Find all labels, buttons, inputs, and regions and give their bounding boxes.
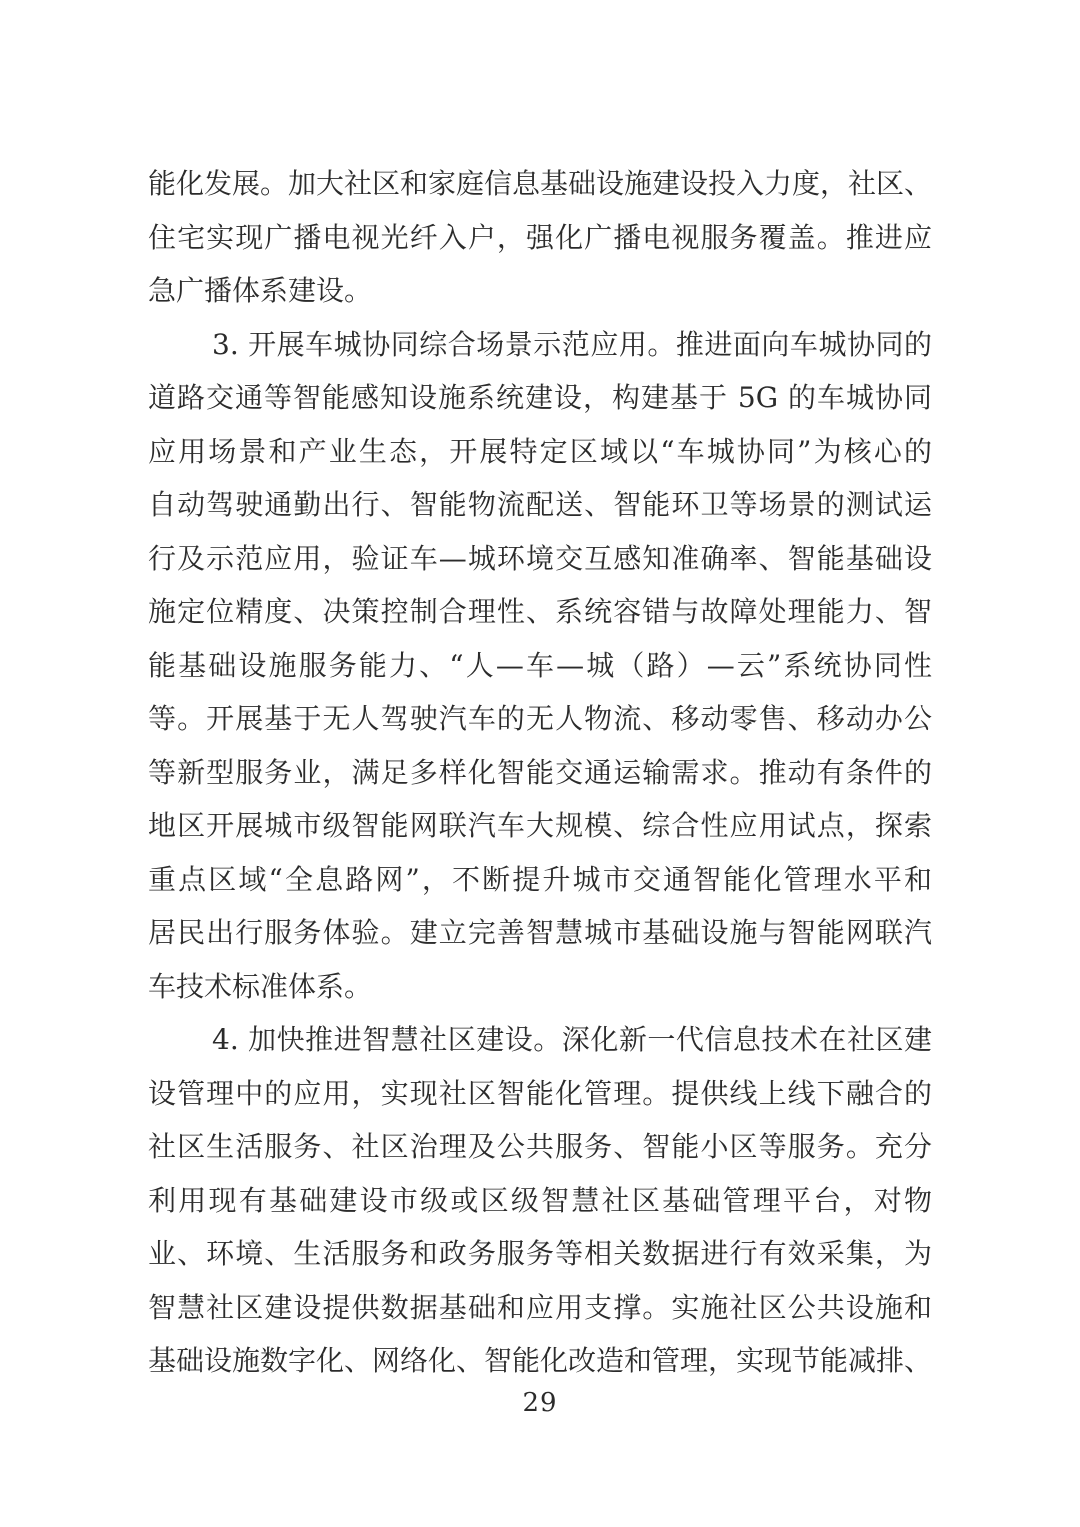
text-line: 等新型服务业，满足多样化智能交通运输需求。推动有条件的: [148, 755, 932, 789]
text-line: 车技术标准体系。: [148, 969, 373, 1003]
text-line: 地区开展城市级智能网联汽车大规模、综合性应用试点，探索: [148, 809, 932, 842]
text-line: 3. 开展车城协同综合场景示范应用。推进面向车城协同的: [212, 327, 932, 361]
text-line: 4. 加快推进智慧社区建设。深化新一代信息技术在社区建: [212, 1023, 932, 1056]
text-line: 能基础设施服务能力、“人—车—城（路）—云”系统协同性: [148, 648, 932, 682]
text-line: 自动驾驶通勤出行、智能物流配送、智能环卫等场景的测试运: [148, 488, 932, 521]
text-line: 住宅实现广播电视光纤入户，强化广播电视服务覆盖。推进应: [148, 220, 932, 254]
text-line: 设管理中的应用，实现社区智能化管理。提供线上线下融合的: [148, 1076, 932, 1110]
text-line: 施定位精度、决策控制合理性、系统容错与故障处理能力、智: [148, 595, 932, 628]
text-line: 智慧社区建设提供数据基础和应用支撑。实施社区公共设施和: [148, 1290, 932, 1324]
text-line: 重点区域“全息路网”，不断提升城市交通智能化管理水平和: [148, 862, 932, 896]
text-line: 应用场景和产业生态，开展特定区域以“车城协同”为核心的: [148, 434, 932, 468]
text-line: 业、环境、生活服务和政务服务等相关数据进行有效采集，为: [148, 1237, 932, 1270]
text-line: 等。开展基于无人驾驶汽车的无人物流、移动零售、移动办公: [148, 702, 932, 735]
text-line: 社区生活服务、社区治理及公共服务、智能小区等服务。充分: [148, 1130, 932, 1163]
document-body: [148, 157, 932, 1388]
text-line: 利用现有基础建设市级或区级智慧社区基础管理平台，对物: [148, 1183, 932, 1217]
text-line: 道路交通等智能感知设施系统建设，构建基于 5G 的车城协同: [148, 381, 932, 414]
text-line: 居民出行服务体验。建立完善智慧城市基础设施与智能网联汽: [148, 916, 932, 949]
page-number: 29: [522, 1388, 558, 1418]
text-line: 急广播体系建设。: [148, 274, 373, 307]
text-line: 基础设施数字化、网络化、智能化改造和管理，实现节能减排、: [148, 1344, 933, 1377]
text-line: 能化发展。加大社区和家庭信息基础设施建设投入力度，社区、: [148, 167, 933, 200]
text-line: 行及示范应用，验证车—城环境交互感知准确率、智能基础设: [148, 541, 932, 575]
